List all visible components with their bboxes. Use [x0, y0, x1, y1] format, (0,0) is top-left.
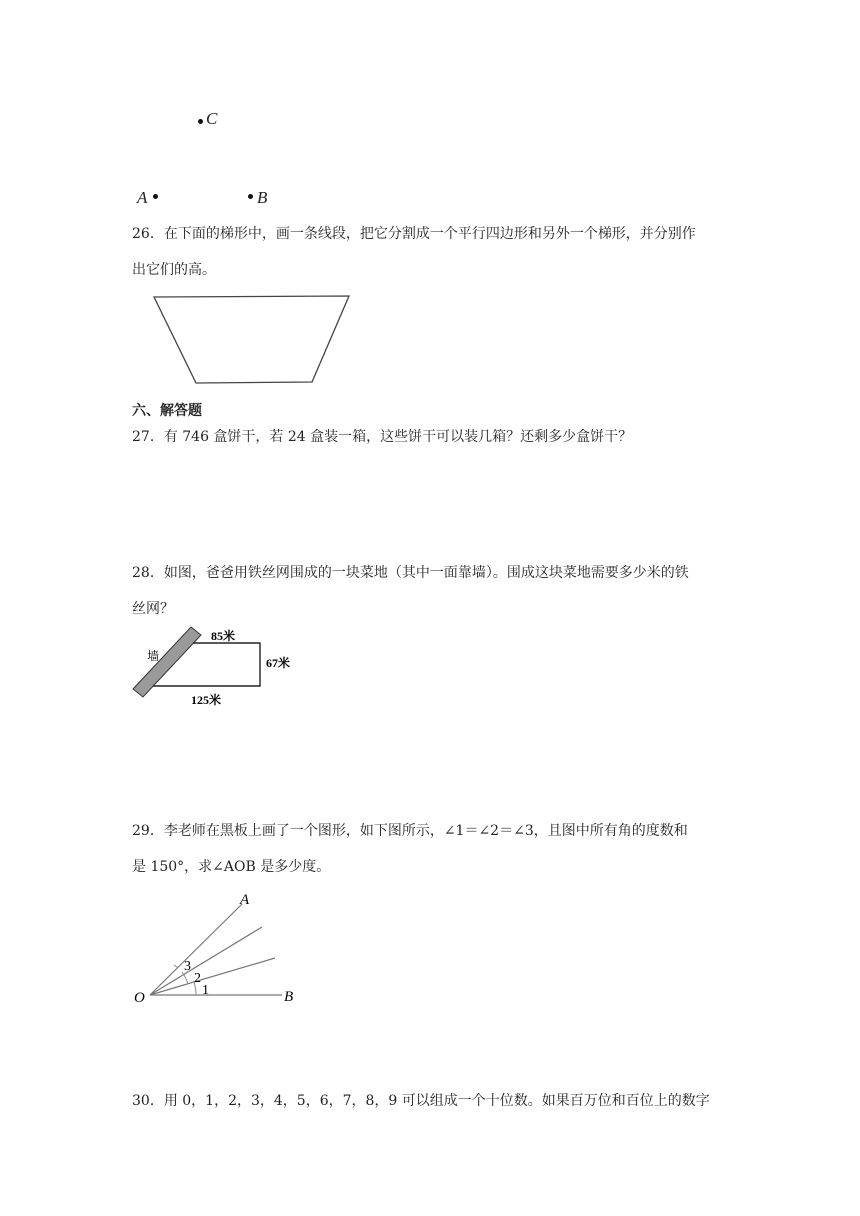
- question-27: 27．有 746 盒饼干，若 24 盒装一箱，这些饼干可以装几箱？还剩多少盒饼干？: [132, 429, 633, 445]
- vegetable-plot-figure: [125, 622, 315, 712]
- question-29: [132, 813, 732, 885]
- point-b-label: B: [257, 188, 268, 207]
- trapezoid-shape: [154, 296, 349, 383]
- question-29-line2: 是 150°，求∠AOB 是多少度。: [132, 859, 331, 875]
- question-28-line1: 28．如图，爸爸用铁丝网围成的一块菜地（其中一面靠墙）。围成这块菜地需要多少米的铁: [132, 565, 689, 581]
- point-b-dot: [248, 194, 253, 199]
- label-o: O: [134, 990, 145, 1006]
- label-b: B: [284, 989, 294, 1005]
- label-a: A: [240, 892, 250, 908]
- point-a-label: A: [137, 188, 148, 207]
- side-length-label: 67米: [266, 656, 291, 670]
- top-length-label: 85米: [211, 629, 236, 643]
- point-a-dot: [153, 194, 158, 199]
- section-6-title: 六、解答题: [132, 403, 202, 419]
- question-28-line2: 丝网？: [132, 601, 174, 617]
- point-c-dot: [198, 119, 203, 124]
- question-29-line1: 29．李老师在黑板上画了一个图形，如下图所示，∠1＝∠2＝∠3，且图中所有角的度数和: [132, 823, 688, 839]
- wall-label: 墙: [147, 649, 160, 663]
- trapezoid-figure: [140, 288, 360, 388]
- question-26-line1: 26．在下面的梯形中，画一条线段，把它分割成一个平行四边形和另外一个梯形，并分别作: [132, 226, 696, 242]
- question-26-line2: 出它们的高。: [132, 262, 216, 278]
- label-angle-1: 1: [202, 983, 209, 998]
- angle-arc-3: [174, 965, 178, 968]
- angle-figure: [130, 890, 310, 1010]
- label-angle-3: 3: [184, 959, 191, 974]
- question-28: [132, 555, 732, 627]
- point-c-label: C: [206, 109, 218, 128]
- question-30: 30．用 0，1，2，3，4，5，6，7，8，9 可以组成一个十位数。如果百万位和百位上的数字: [132, 1093, 710, 1109]
- question-26: [132, 216, 732, 288]
- bottom-length-label: 125米: [191, 693, 222, 707]
- label-angle-2: 2: [194, 971, 201, 986]
